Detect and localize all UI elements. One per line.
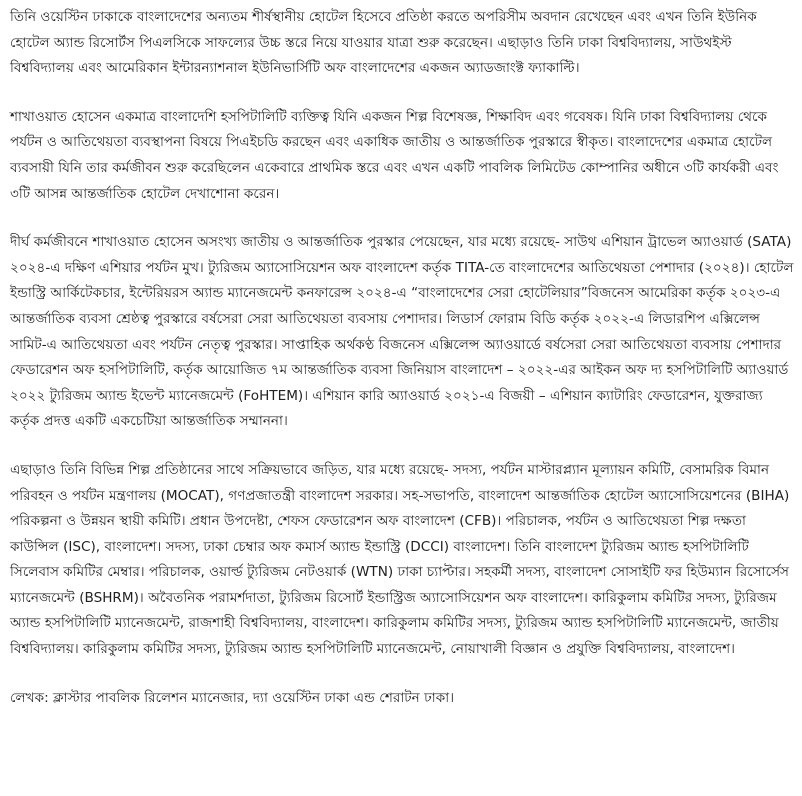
paragraph-affiliations: এছাড়াও তিনি বিভিন্ন শিল্প প্রতিষ্ঠানের সাথে সক্রিয়ভাবে জড়িত, যার মধ্যে রয়েছে- সদস্য, পর্যটন মাস্টারপ্ল্যান মূল্যায়ন কমিটি, বেসামরিক বিমান পরিবহন ও পর্যটন মন্ত্রণালয় (MOCAT), গণপ্রজাতন্ত্রী বাংলাদেশ সরকার। সহ-সভাপতি, বাংলাদেশ আন্তর্জাতিক হোটেল অ্যাসোসিয়েশনের (BIHA) পরিকল্পনা ও উন্নয়ন স্থায়ী কমিটি। প্রধান উপদেষ্টা, শেফস ফেডারেশন অফ বাংলাদেশ (CFB)। পরিচালক, পর্যটন ও আতিথেয়তা শিল্প দক্ষতা কাউন্সিল (ISC), বাংলাদেশ। সদস্য, ঢাকা চেম্বার অফ কমার্স অ্যান্ড ইন্ডাস্ট্রি (DCCI) বাংলাদেশ। তিনি বাংলাদেশ ট্যুরিজম অ্যান্ড হসপিটালিটি সিলেবাস কমিটির মেম্বার। পরিচালক, ওয়ার্ল্ড ট্যুরিজম নেটওয়ার্ক (WTN) ঢাকা চ্যাপ্টার। সহকর্মী সদস্য, বাংলাদেশ সোসাইটি ফর হিউম্যান রিসোর্সেস ম্যানেজমেন্ট (BSHRM)। অবৈতনিক পরামর্শদাতা, ট্যুরিজম রিসোর্ট ইন্ডাস্ট্রিজ অ্যাসোসিয়েশন অফ বাংলাদেশ। কারিকুলাম কমিটির সদস্য, ট্যুরিজম অ্যান্ড হসপিটালিটি ম্যানেজমেন্ট, রাজশাহী বিশ্ববিদ্যালয়, বাংলাদেশ। কারিকুলাম কমিটির সদস্য, ট্যুরিজম অ্যান্ড হসপিটালিটি ম্যানেজমেন্ট, জাতীয় বিশ্ববিদ্যালয়। কারিকুলাম কমিটির সদস্য, ট্যুরিজম অ্যান্ড হসপিটালিটি ম্যানেজমেন্ট, নোয়াখালী বিজ্ঞান ও প্রযুক্তি বিশ্ববিদ্যালয়, বাংলাদেশ। — [10, 461, 790, 658]
author-line: লেখক: ক্লাস্টার পাবলিক রিলেশন ম্যানেজার, দ্যা ওয়েস্টিন ঢাকা এন্ড শেরাটন ঢাকা। — [10, 689, 455, 706]
paragraph-intro: তিনি ওয়েস্টিন ঢাকাকে বাংলাদেশের অন্যতম শীর্ষস্থানীয় হোটেল হিসেবে প্রতিষ্ঠা করতে অপরিসীম অবদান রেখেছেন এবং এখন তিনি ইউনিক হোটেল অ্যান্ড রিসোর্টস পিএলসিকে সাফল্যের উচ্চ স্তরে নিয়ে যাওয়ার যাত্রা শুরু করেছেন। এছাড়াও তিনি ঢাকা বিশ্ববিদ্যালয়, সাউথইস্ট বিশ্ববিদ্যালয় এবং আমেরিকান ইন্টারন্যাশনাল ইউনিভার্সিটি অফ বাংলাদেশের একজন অ্যাডজাংক্ট ফ্যাকাল্টি। — [10, 9, 757, 77]
paragraph-awards: দীর্ঘ কর্মজীবনে শাখাওয়াত হোসেন অসংখ্য জাতীয় ও আন্তর্জাতিক পুরস্কার পেয়েছেন, যার মধ্যে রয়েছে- সাউথ এশিয়ান ট্রাভেল অ্যাওয়ার্ড (SATA) ২০২৪-এ দক্ষিণ এশিয়ার পর্যটন মুখ। ট্যুরিজম অ্যাসোসিয়েশন অফ বাংলাদেশ কর্তৃক TITA-তে বাংলাদেশের আতিথেয়তা পেশাদার (২০২৪)। হোটেল ইন্ডাস্ট্রি আর্কিটেকচার, ইন্টেরিয়রস অ্যান্ড ম্যানেজমেন্ট কনফারেন্স ২০২৪-এ “বাংলাদেশের সেরা হোটেলিয়ার”বিজনেস আমেরিকা কর্তৃক ২০২৩-এ আন্তর্জাতিক ব্যবসা শ্রেষ্ঠত্ব পুরস্কারে বর্ষসেরা সেরা আতিথেয়তা ব্যবসায় পেশাদার। লিডার্স ফোরাম বিডি কর্তৃক ২০২২-এ লিডারশিপ এক্সিলেন্স সামিট-এ আতিথেয়তা এবং পর্যটন নেতৃত্ব পুরস্কার। সাপ্তাহিক অর্থকণ্ঠ বিজনেস এক্সিলেন্স অ্যাওয়ার্ডে বর্ষসেরা সেরা আতিথেয়তা ব্যবসায় পেশাদার ফেডারেশন অফ হসপিটালিটি, কর্তৃক আয়োজিত ৭ম আন্তর্জাতিক ব্যবসা জিনিয়াস বাংলাদেশ – ২০২২-এর আইকন অফ দ্য হসপিটালিটি অ্যাওয়ার্ড ২০২২ ট্যুরিজম অ্যান্ড ইভেন্ট ম্যানেজমেন্ট (FoHTEM)। এশিয়ান কারি অ্যাওয়ার্ড ২০২১-এ বিজয়ী – এশিয়ান ক্যাটারিং ফেডারেশন, যুক্তরাজ্য কর্তৃক প্রদত্ত একটি একচেটিয়া আন্তর্জাতিক সম্মাননা। — [10, 234, 794, 430]
paragraph-profile: শাখাওয়াত হোসেন একমাত্র বাংলাদেশি হসপিটালিটি ব্যক্তিত্ব যিনি একজন শিল্প বিশেষজ্ঞ, শিক্ষাবিদ এবং গবেষক। যিনি ঢাকা বিশ্ববিদ্যালয় থেকে পর্যটন ও আতিথেয়তা ব্যবস্থাপনা বিষয়ে পিএইচডি করছেন এবং একাধিক জাতীয় ও আন্তর্জাতিক পুরস্কারে স্বীকৃত। বাংলাদেশের একমাত্র হোটেল ব্যবসায়ী যিনি তার কর্মজীবন শুরু করেছিলেন একেবারে প্রাথমিক স্তরে এবং এখন একটি পাবলিক লিমিটেড কোম্পানির অধীনে ৩টি কার্যকরী এবং ৩টি আসন্ন আন্তর্জাতিক হোটেল দেখাশোনা করেন। — [10, 108, 779, 202]
